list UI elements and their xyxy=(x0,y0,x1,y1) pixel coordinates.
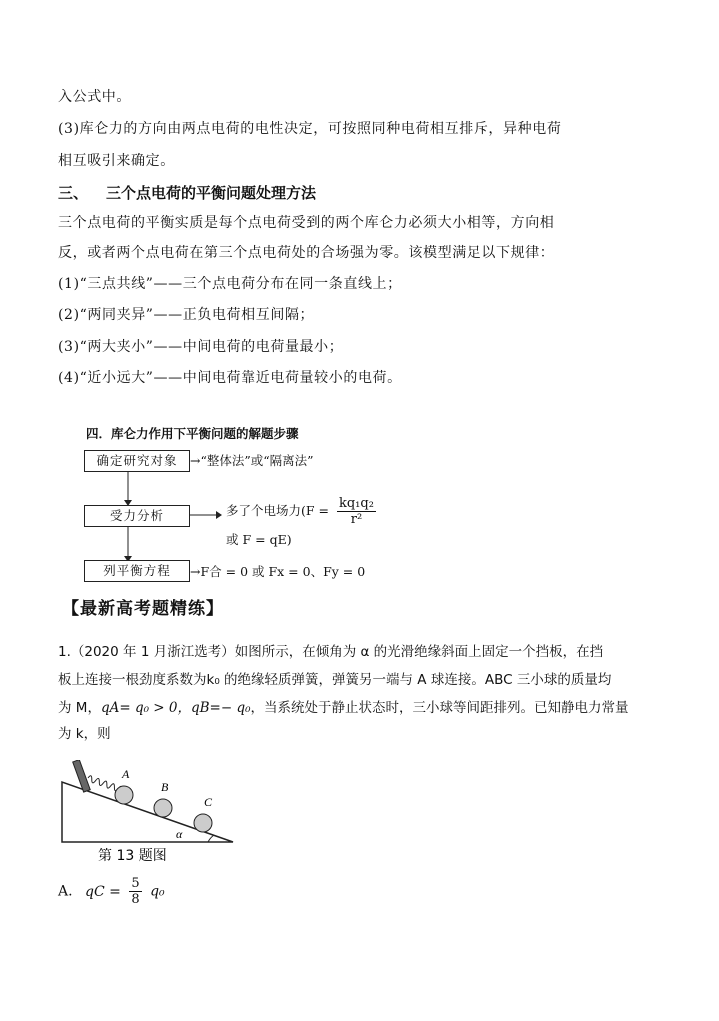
ball-b xyxy=(154,799,172,817)
text-line: 相互吸引来确定。 xyxy=(58,153,175,169)
option-a xyxy=(58,876,165,907)
question-line: 板上连接一根劲度系数为k₀ 的绝缘轻质弹簧，弹簧另一端与 A 球连接。ABC 三小球的质量均 xyxy=(58,672,612,688)
text-line: 入公式中。 xyxy=(58,89,131,105)
label-c: C xyxy=(204,795,213,809)
rule-item: (2)“两同夹异”——正负电荷相互间隔； xyxy=(58,307,315,323)
step-box: 列平衡方程 xyxy=(84,560,190,582)
section-heading xyxy=(58,182,316,203)
step-note: →“整体法”或“隔离法” xyxy=(190,453,314,468)
text-line: 三个点电荷的平衡实质是每个点电荷受到的两个库仑力必须大小相等，方向相 xyxy=(58,215,555,231)
option-label: A. xyxy=(58,883,73,900)
section-number: 三、 xyxy=(58,184,89,202)
figure-caption: 第 13 题图 xyxy=(98,848,167,864)
option-lhs: qC = xyxy=(85,883,121,900)
option-rhs: q₀ xyxy=(150,883,165,900)
fraction-denominator: r² xyxy=(350,512,363,527)
step-box: 确定研究对象 xyxy=(84,450,190,472)
question-text: ，当系统处于静止状态时，三小球等间距排列。已知静电力常量 xyxy=(250,700,629,716)
fraction-numerator: 5 xyxy=(131,876,140,891)
ball-c xyxy=(194,814,212,832)
incline-figure xyxy=(58,760,238,864)
step-note: 或 F = qE) xyxy=(226,532,292,547)
question-line: 1.（2020 年 1 月浙江选考）如图所示，在倾角为 α 的光滑绝缘斜面上固定一个挡板，在挡 xyxy=(58,644,604,660)
rule-item: (4)“近小远大”——中间电荷靠近电荷量较小的电荷。 xyxy=(58,370,402,386)
text-line: (3)库仑力的方向由两点电荷的电性决定，可按照同种电荷相互排斥，异种电荷 xyxy=(58,121,562,137)
force-note: 多了个电场力(F = xyxy=(226,503,329,518)
option-fraction xyxy=(129,876,141,907)
step-note xyxy=(226,496,380,527)
text-line: 反，或者两个点电荷在第三个点电荷处的合场强为零。该模型满足以下规律： xyxy=(58,245,555,261)
flow-title: 四．库仑力作用下平衡问题的解题步骤 xyxy=(86,426,299,441)
question-line xyxy=(58,696,629,716)
flowchart xyxy=(84,448,424,588)
rule-item: (1)“三点共线”——三个点电荷分布在同一条直线上； xyxy=(58,276,402,292)
label-b: B xyxy=(161,780,169,794)
charge-values: qA= q₀ > 0，qB=− q₀ xyxy=(100,700,251,716)
question-line: 为 k，则 xyxy=(58,726,111,742)
ball-a xyxy=(115,786,133,804)
section-title-latest: 【最新高考题精练】 xyxy=(62,599,224,619)
question-text: 为 M， xyxy=(58,700,101,716)
step-box: 受力分析 xyxy=(84,505,190,527)
fraction-denominator: 8 xyxy=(131,892,140,907)
fraction-numerator: kq₁q₂ xyxy=(338,496,374,511)
coulomb-fraction xyxy=(337,496,376,527)
arrow-head xyxy=(216,511,222,519)
label-a: A xyxy=(122,767,130,781)
step-note: →F合 = 0 或 Fx = 0、Fy = 0 xyxy=(190,564,366,579)
angle-arc xyxy=(208,835,214,842)
label-alpha: α xyxy=(176,827,183,841)
section-title: 三个点电荷的平衡问题处理方法 xyxy=(106,184,317,202)
rule-item: (3)“两大夹小”——中间电荷的电荷量最小； xyxy=(58,339,344,355)
